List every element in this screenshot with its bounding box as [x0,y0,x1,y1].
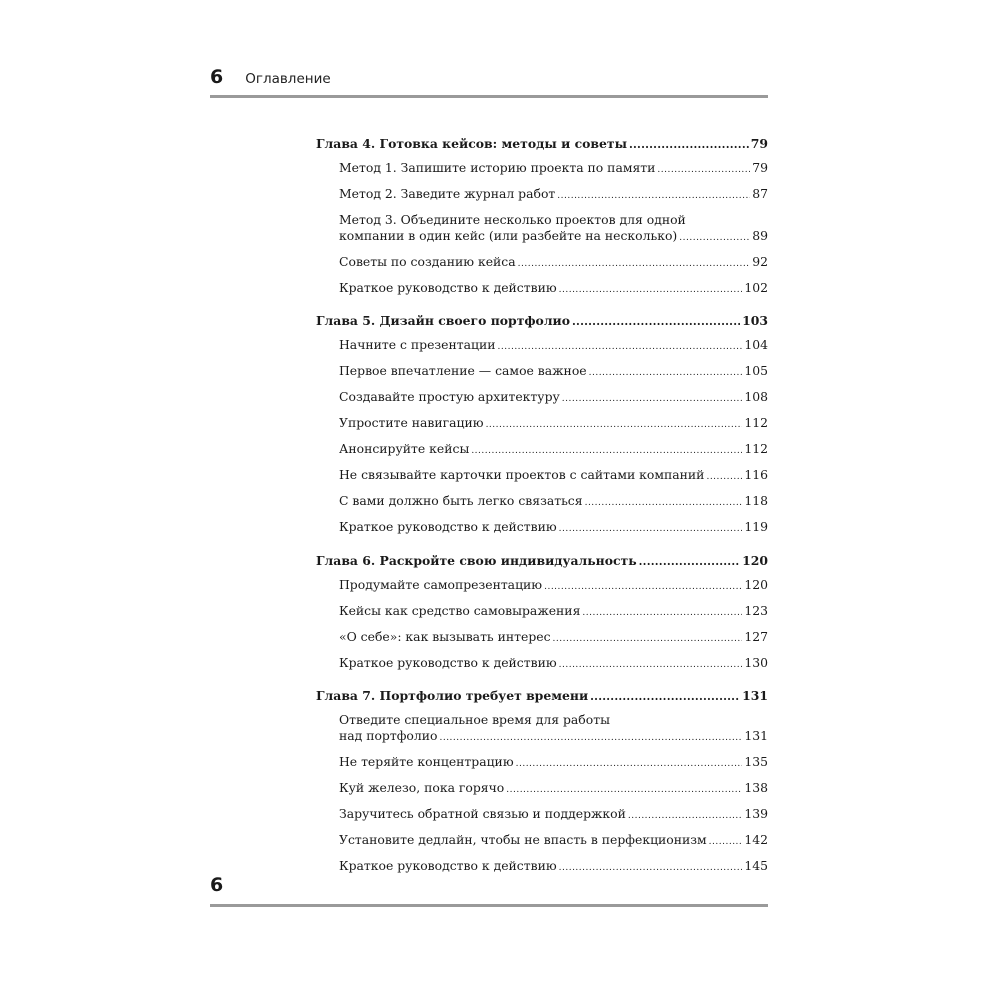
section-title: Куй железо, пока горячо [339,780,505,795]
section-page-number: 104 [744,337,768,352]
section-title: Метод 2. Заведите журнал работ [339,186,556,201]
dot-leader [639,553,740,570]
dot-leader [657,160,750,178]
dot-leader [559,858,743,876]
section-page-number: 118 [744,493,768,508]
section-title: Краткое руководство к действию [339,655,557,670]
toc-section-entry[interactable] [339,655,768,673]
chapter-page-number: 103 [742,313,768,328]
section-page-number: 108 [744,389,768,404]
section-title: Метод 1. Запишите историю проекта по памяти [339,160,656,175]
section-title: Не связывайте карточки проектов с сайтами компаний [339,467,705,482]
toc-chapter [316,313,768,537]
section-title: Краткое руководство к действию [339,858,557,873]
section-page-number: 105 [744,363,768,378]
toc-section-entry[interactable] [339,780,768,798]
dot-leader [706,467,742,485]
section-page-number: 102 [744,280,768,295]
toc-section-list [316,577,768,673]
dot-leader [559,655,743,673]
section-page-number: 89 [752,228,768,243]
section-title: Продумайте самопрезентацию [339,577,543,592]
toc-section-entry[interactable] [339,712,768,746]
toc-section-list [316,712,768,876]
section-page-number: 145 [744,858,768,873]
dot-leader [559,519,743,537]
table-of-contents [316,136,768,891]
dot-leader [582,603,742,621]
dot-leader [439,728,742,746]
chapter-title: Глава 4. Готовка кейсов: методы и советы [316,136,627,151]
dot-leader [559,280,743,298]
chapter-page-number: 79 [750,136,768,151]
toc-section-entry[interactable] [339,363,768,381]
dot-leader [471,441,742,459]
chapter-title: Глава 5. Дизайн своего портфолио [316,313,571,328]
dot-leader [544,577,742,595]
toc-section-entry[interactable] [339,806,768,824]
section-page-number: 112 [744,415,768,430]
section-title-line: Метод 3. Объедините несколько проектов для одной [339,212,686,227]
dot-leader [516,754,743,772]
chapter-title: Глава 6. Раскройте свою индивидуальность [316,553,637,568]
dot-leader [498,337,743,355]
section-page-number: 139 [744,806,768,821]
section-title: Краткое руководство к действию [339,280,557,295]
section-title-line: Отведите специальное время для работы [339,712,610,727]
section-title: Упростите навигацию [339,415,484,430]
section-title: «О себе»: как вызывать интерес [339,629,551,644]
dot-leader [506,780,742,798]
chapter-title: Глава 7. Портфолио требует времени [316,688,589,703]
toc-chapter [316,136,768,298]
toc-section-entry[interactable] [339,441,768,459]
section-page-number: 127 [744,629,768,644]
section-page-number: 131 [744,728,768,743]
toc-section-entry[interactable] [339,754,768,772]
section-title: Начните с презентации [339,337,496,352]
toc-chapter-entry[interactable] [316,136,768,157]
toc-section-entry[interactable] [339,337,768,355]
dot-leader [486,415,743,433]
section-title: Не теряйте концентрацию [339,754,514,769]
toc-chapter [316,688,768,876]
toc-section-entry[interactable] [339,280,768,298]
section-title: Создавайте простую архитектуру [339,389,560,404]
section-title: Установите дедлайн, чтобы не впасть в перфекционизм [339,832,707,847]
dot-leader [709,832,743,850]
dot-leader [518,254,751,272]
toc-section-entry[interactable] [339,603,768,621]
toc-section-entry[interactable] [339,254,768,272]
header-title: Оглавление [245,71,331,87]
section-page-number: 142 [744,832,768,847]
section-page-number: 123 [744,603,768,618]
toc-section-entry[interactable] [339,212,768,246]
section-page-number: 116 [744,467,768,482]
dot-leader [557,186,750,204]
dot-leader [679,228,750,246]
dot-leader [562,389,743,407]
section-title: Заручитесь обратной связью и поддержкой [339,806,626,821]
footer-page-number: 6 [210,874,224,896]
section-page-number: 120 [744,577,768,592]
section-page-number: 92 [752,254,768,269]
page-header [210,66,768,90]
section-title: Первое впечатление — самое важное [339,363,587,378]
toc-section-entry[interactable] [339,415,768,433]
header-page-number: 6 [210,66,224,88]
toc-chapter-entry[interactable] [316,688,768,709]
toc-chapter [316,553,768,673]
toc-section-entry[interactable] [339,186,768,204]
section-page-number: 87 [752,186,768,201]
dot-leader [572,313,740,330]
section-title: Советы по созданию кейса [339,254,516,269]
toc-section-entry[interactable] [339,160,768,178]
dot-leader [553,629,743,647]
section-title: С вами должно быть легко связаться [339,493,583,508]
section-page-number: 112 [744,441,768,456]
dot-leader [590,688,740,705]
section-page-number: 138 [744,780,768,795]
section-page-number: 119 [744,519,768,534]
toc-section-entry[interactable] [339,858,768,876]
section-title: над портфолио [339,728,438,743]
section-title: Кейсы как средство самовыражения [339,603,581,618]
chapter-page-number: 131 [742,688,768,703]
footer-rule [210,904,768,907]
dot-leader [589,363,743,381]
toc-section-list [316,337,768,537]
section-page-number: 79 [752,160,768,175]
toc-chapter-entry[interactable] [316,313,768,334]
toc-section-list [316,160,768,298]
toc-section-entry[interactable] [339,832,768,850]
toc-section-entry[interactable] [339,493,768,511]
header-rule [210,95,768,98]
toc-chapter-entry[interactable] [316,553,768,574]
section-title: компании в один кейс (или разбейте на несколько) [339,228,678,243]
dot-leader [629,136,749,153]
section-page-number: 135 [744,754,768,769]
section-page-number: 130 [744,655,768,670]
toc-section-entry[interactable] [339,467,768,485]
dot-leader [628,806,742,824]
toc-section-entry[interactable] [339,389,768,407]
toc-section-entry[interactable] [339,519,768,537]
section-title: Анонсируйте кейсы [339,441,470,456]
toc-section-entry[interactable] [339,629,768,647]
chapter-page-number: 120 [742,553,768,568]
dot-leader [585,493,743,511]
section-title: Краткое руководство к действию [339,519,557,534]
toc-section-entry[interactable] [339,577,768,595]
